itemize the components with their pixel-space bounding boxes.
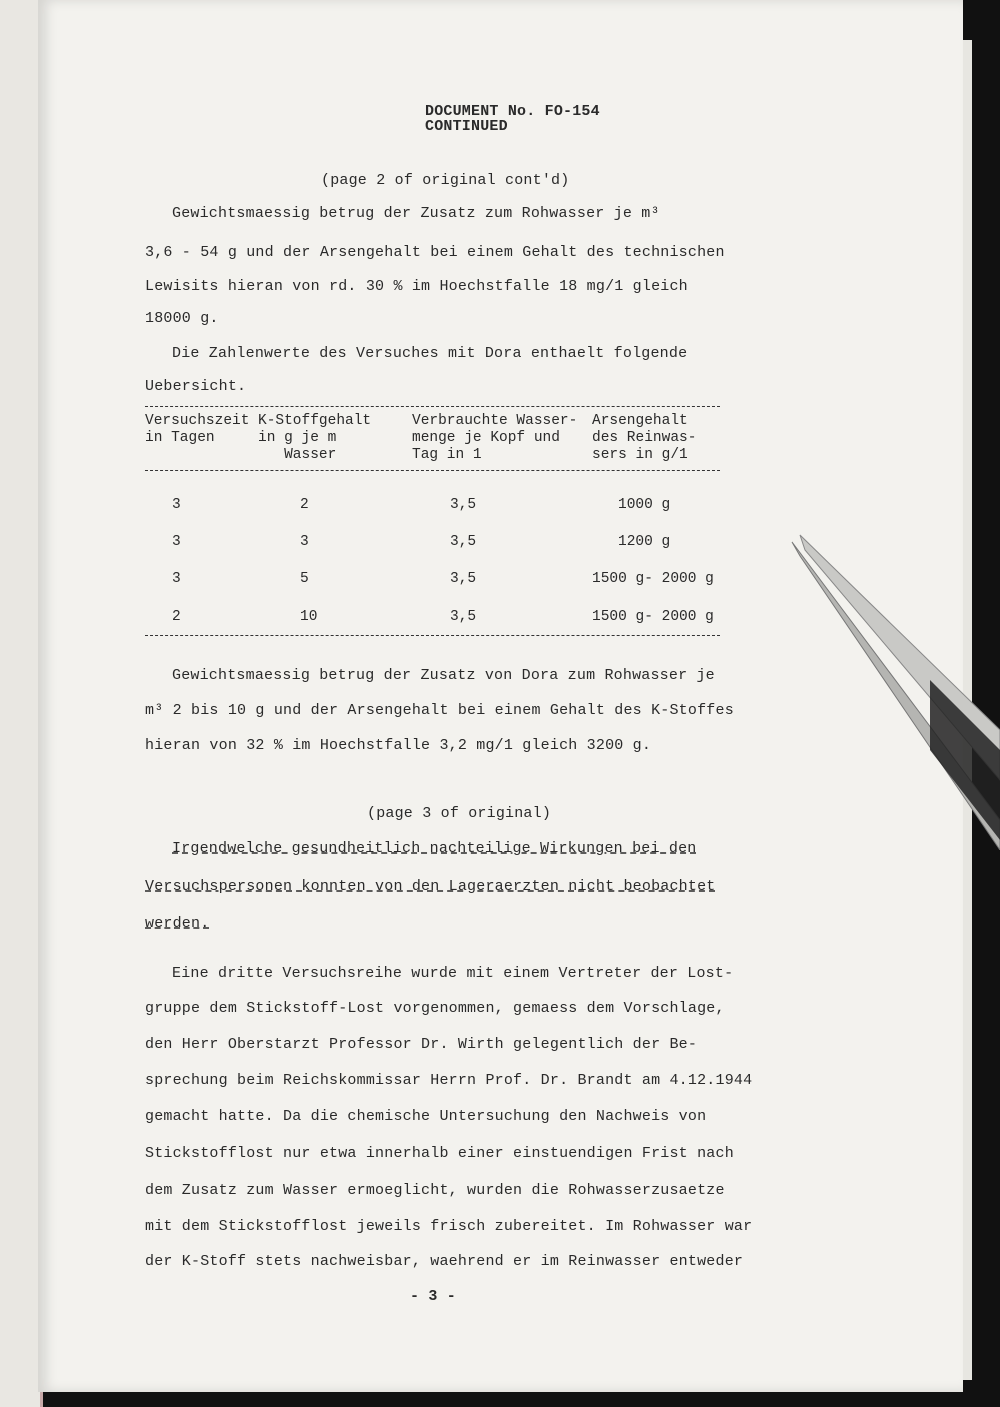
para4-line: Versuchspersonen konnten von den Lageraerzten nicht beobachtet [145,878,716,895]
table-cell: 1500 g- 2000 g [592,571,714,587]
table-rule-top [145,406,720,407]
table-cell: 1000 g [618,497,671,513]
table-cell: 10 [300,609,318,625]
para5-line: mit dem Stickstofflost jeweils frisch zubereitet. Im Rohwasser war [145,1218,753,1235]
para5-line: Stickstofflost nur etwa innerhalb einer einstuendigen Frist nach [145,1145,734,1162]
table-cell: 2 [172,609,181,625]
table-header: K-Stoffgehalt in g je m Wasser [258,413,372,463]
para5-line: Eine dritte Versuchsreihe wurde mit einem Vertreter der Lost- [172,965,734,982]
table-cell: 3 [172,534,181,550]
para1-line: 3,6 - 54 g und der Arsengehalt bei einem Gehalt des technischen [145,244,725,261]
document-continued: CONTINUED [425,118,508,135]
page-note: (page 3 of original) [367,805,552,822]
table-header: Verbrauchte Wasser- menge je Kopf und Tag in 1 [412,413,578,463]
para5-line: gruppe dem Stickstoff-Lost vorgenommen, gemaess dem Vorschlage, [145,1000,725,1017]
para1-line: Lewisits hieran von rd. 30 % im Hoechstfalle 18 mg/1 gleich [145,278,688,295]
table-cell: 1200 g [618,534,671,550]
table-cell: 5 [300,571,309,587]
para5-line: der K-Stoff stets nachweisbar, waehrend er im Reinwasser entweder [145,1253,744,1270]
table-cell: 1500 g- 2000 g [592,609,714,625]
adjacent-page-edge [0,0,43,1407]
para1-line: 18000 g. [145,310,219,327]
table-cell: 2 [300,497,309,513]
document-number: DOCUMENT No. FO-154 [425,103,600,120]
table-header: Versuchszeit in Tagen [145,413,250,446]
table-cell: 3,5 [450,497,477,513]
para5-line: gemacht hatte. Da die chemische Untersuchung den Nachweis von [145,1108,707,1125]
page-number: - 3 - [410,1288,457,1305]
table-cell: 3,5 [450,534,477,550]
table-cell: 3 [172,497,181,513]
table-header: Arsengehalt des Reinwas- sers in g/1 [592,413,697,463]
para5-line: sprechung beim Reichskommissar Herrn Prof. Dr. Brandt am 4.12.1944 [145,1072,753,1089]
para3-line: Gewichtsmaessig betrug der Zusatz von Dora zum Rohwasser je [172,667,715,684]
para3-line: hieran von 32 % im Hoechstfalle 3,2 mg/1 gleich 3200 g. [145,737,652,754]
table-cell: 3,5 [450,571,477,587]
page-note: (page 2 of original cont'd) [321,172,570,189]
table-cell: 3 [172,571,181,587]
para3-line: m³ 2 bis 10 g und der Arsengehalt bei einem Gehalt des K-Stoffes [145,702,734,719]
para4-line: werden. [145,915,210,932]
para1-line: Gewichtsmaessig betrug der Zusatz zum Rohwasser je m³ [172,205,660,222]
tweezers-image [780,520,1000,850]
table-rule-bottom [145,635,720,636]
para5-line: dem Zusatz zum Wasser ermoeglicht, wurden die Rohwasserzusaetze [145,1182,725,1199]
para5-line: den Herr Oberstarzt Professor Dr. Wirth gelegentlich der Be- [145,1036,698,1053]
table-rule-header [145,470,720,471]
table-cell: 3,5 [450,609,477,625]
table-cell: 3 [300,534,309,550]
para2-line: Uebersicht. [145,378,247,395]
para4-line: Irgendwelche gesundheitlich nachteilige Wirkungen bei den [172,840,697,857]
para2-line: Die Zahlenwerte des Versuches mit Dora enthaelt folgende [172,345,688,362]
